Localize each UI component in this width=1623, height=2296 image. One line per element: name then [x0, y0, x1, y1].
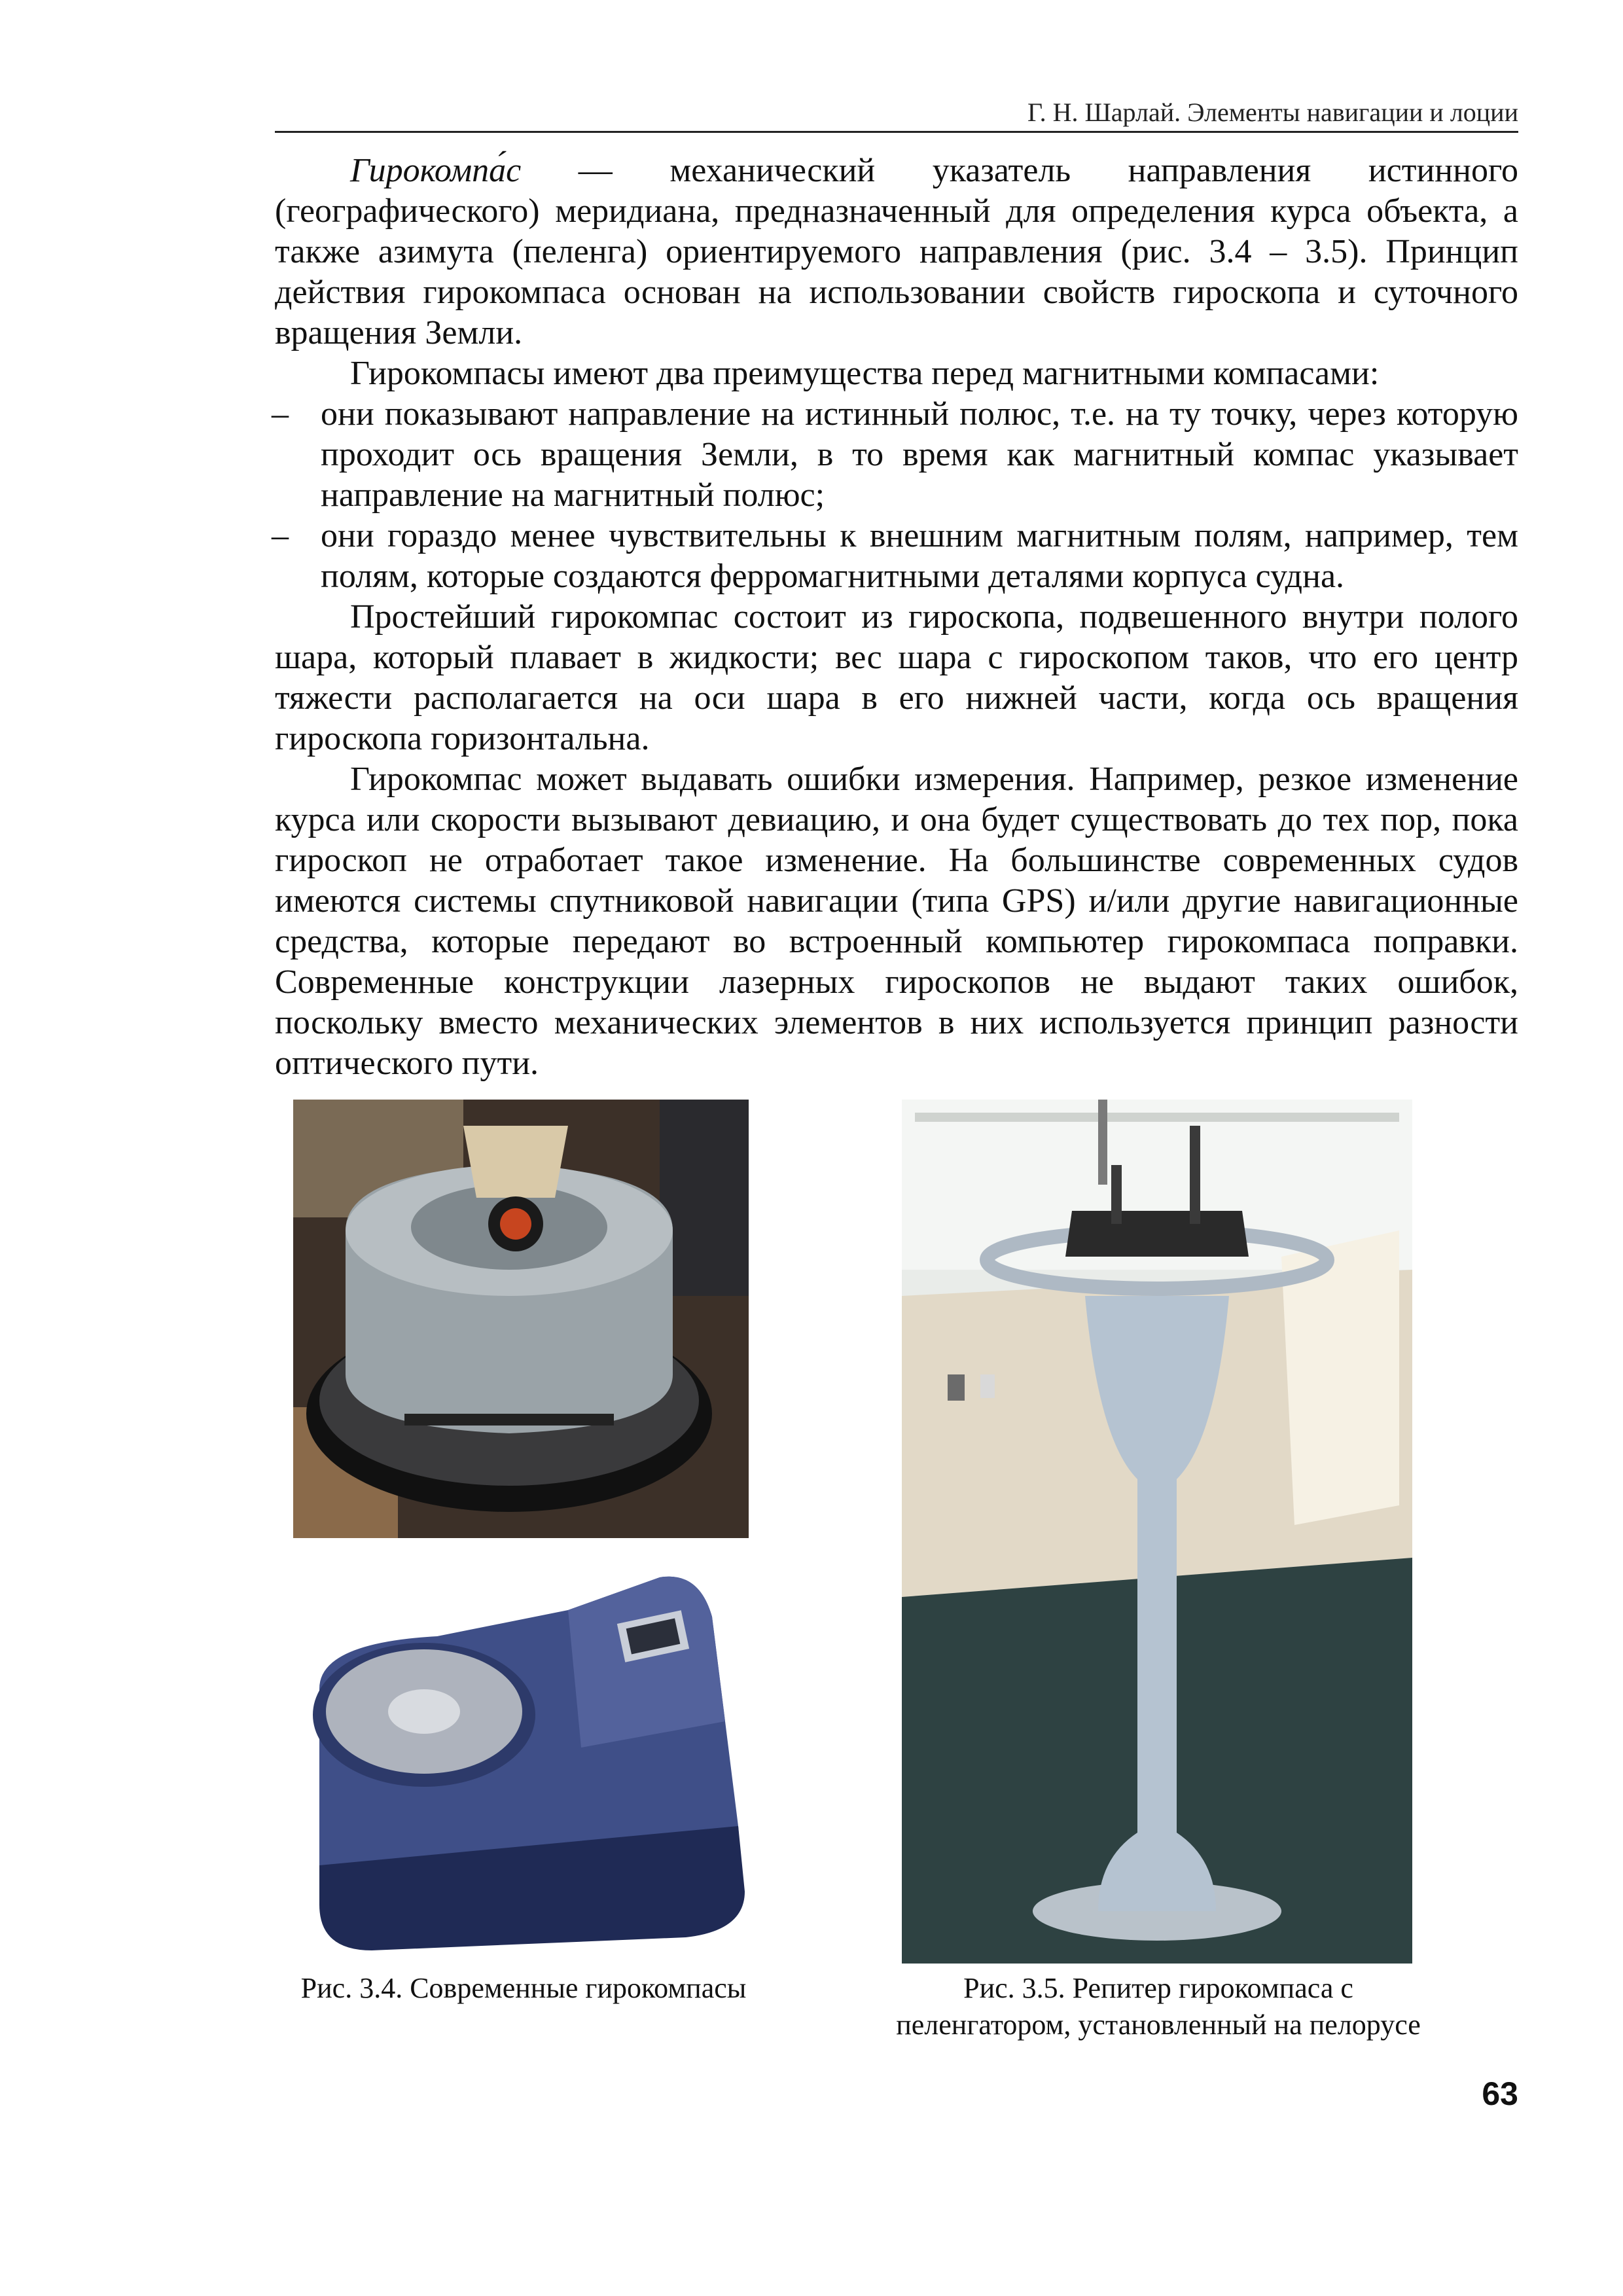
- advantages-list: [272, 394, 1518, 597]
- page-number: 63: [1482, 2075, 1518, 2112]
- running-header: Г. Н. Шарлай. Элементы навигации и лоции: [1027, 98, 1518, 127]
- paragraph-1-text: — механический указатель направления истинного (географического) меридиана, предназначенный для определения курса объекта, а также азимута (пеленга) ориентируемого направления (рис. 3.4 – 3.5). Принцип действия гирокомпаса основан на использовании свойств гироскопа и суточного вращения Земли.: [275, 152, 1518, 351]
- photo-modern-gyrocompass: [293, 1551, 751, 1964]
- paragraph-2-lead: Гирокомпасы имеют два преимущества перед магнитными компасами:: [350, 355, 1380, 392]
- paragraph-1: [275, 151, 1518, 353]
- photo-repeater-on-pelorus: [902, 1100, 1412, 1964]
- bullet-dash: –: [272, 517, 289, 554]
- figure-3-4-caption: Рис. 3.4. Современные гирокомпасы: [300, 1972, 747, 2004]
- term-gyrocompass: Гирокомпа́с: [350, 152, 522, 189]
- paragraph-4: Гирокомпас может выдавать ошибки измерения. Например, резкое изменение курса или скорости вызывают девиацию, и она будет существовать до тех пор, пока гироскоп не отработает такое изменение. На большинстве современных судов имеются системы спутниковой навигации (типа GPS) и/или другие навигационные средства, которые передают во встроенный компьютер гирокомпаса поправки. Современные конструкции лазерных гироскопов не выдают таких ошибок, поскольку вместо механических элементов в них используется принцип разности оптического пути.: [275, 761, 1518, 1082]
- photo-gyrocompass-element: [293, 1100, 749, 1538]
- body-text: [272, 151, 1518, 1084]
- bullet-dash: –: [272, 395, 289, 433]
- list-item: – они гораздо менее чувствительны к внешним магнитным полям, например, тем полям, которые создаются ферромагнитными деталями корпуса судна.: [272, 517, 1518, 595]
- paragraph-3: Простейший гирокомпас состоит из гироскопа, подвешенного внутри полого шара, который плавает в жидкости; вес шара с гироскопом таков, что его центр тяжести располагается на оси шара в его нижней части, когда ось вращения гироскопа горизонтальна.: [275, 598, 1518, 757]
- figure-3-5-caption-line-1: Рис. 3.5. Репитер гирокомпаса с: [963, 1972, 1353, 2004]
- list-item: – они показывают направление на истинный полюс, т.е. на ту точку, через которую проходит ось вращения Земли, в то время как магнитный компас указывает направление на магнитный полюс;: [272, 395, 1518, 514]
- figure-3-5-caption-line-2: пеленгатором, установленный на пелорусе: [896, 2009, 1421, 2041]
- figure-3-5-caption: [831, 1970, 1486, 2043]
- header-rule: [275, 131, 1518, 133]
